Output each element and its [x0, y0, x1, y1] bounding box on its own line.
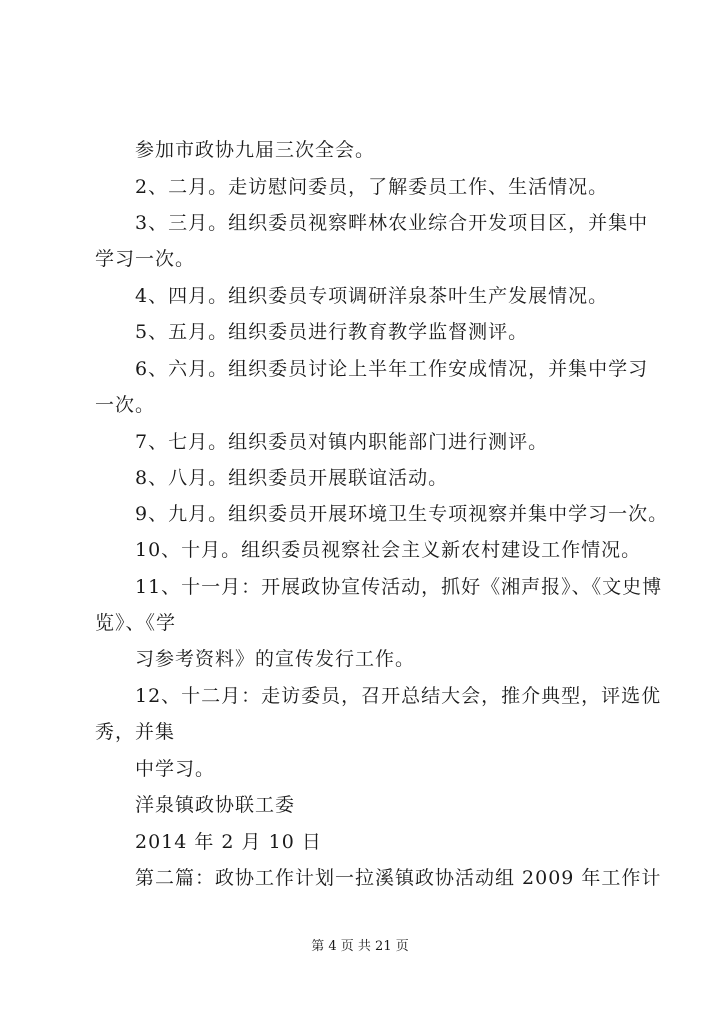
text-line-17: 秀，并集 — [95, 721, 176, 743]
text-line-20: 2014 年 2 月 10 日 — [135, 831, 322, 853]
text-line-3: 3、三月。组织委员视察畔林农业综合开发项目区，并集中 — [135, 212, 649, 234]
text-line-10: 8、八月。组织委员开展联谊活动。 — [135, 467, 449, 489]
text-line-12: 10、十月。组织委员视察社会主义新农村建设工作情况。 — [135, 539, 642, 561]
text-line-1: 参加市政协九届三次全会。 — [135, 139, 376, 161]
text-line-19: 洋泉镇政协联工委 — [135, 794, 296, 816]
text-line-7: 6、六月。组织委员讨论上半年工作安成情况，并集中学习 — [135, 358, 649, 380]
text-line-2: 2、二月。走访慰问委员，了解委员工作、生活情况。 — [135, 176, 609, 198]
text-line-18: 中学习。 — [135, 758, 216, 780]
text-line-6: 5、五月。组织委员进行教育教学监督测评。 — [135, 321, 529, 343]
text-line-11: 9、九月。组织委员开展环境卫生专项视察并集中学习一次。 — [135, 503, 669, 525]
text-line-21: 第二篇：政协工作计划一拉溪镇政协活动组 2009 年工作计 — [135, 867, 662, 889]
text-line-8: 一次。 — [95, 394, 156, 416]
text-line-5: 4、四月。组织委员专项调研洋泉茶叶生产发展情况。 — [135, 285, 609, 307]
text-line-14: 览》、《学 — [95, 612, 177, 634]
page-footer: 第 4 页 共 21 页 — [311, 939, 409, 954]
text-line-9: 7、七月。组织委员对镇内职能部门进行测评。 — [135, 431, 549, 453]
text-line-15: 习参考资料》的宣传发行工作。 — [135, 648, 416, 670]
text-line-4: 学习一次。 — [95, 248, 196, 270]
text-line-13: 11、十一月：开展政协宣传活动，抓好《湘声报》、《文史博 — [135, 576, 663, 598]
text-line-16: 12、十二月：走访委员，召开总结大会，推介典型，评选优 — [135, 685, 662, 707]
